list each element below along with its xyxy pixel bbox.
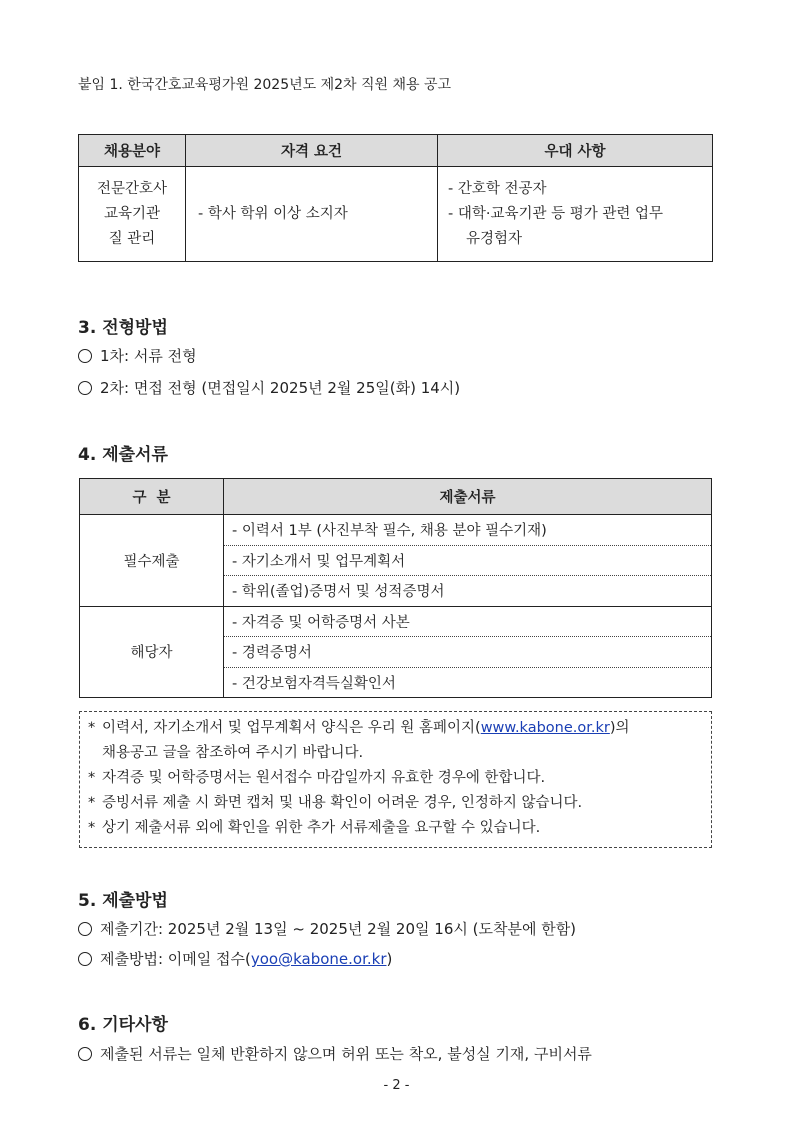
category-cell: 필수제출 — [80, 515, 224, 607]
documents-table — [79, 478, 712, 698]
header-preference: 우대 사항 — [438, 135, 713, 167]
list-item — [78, 1043, 592, 1064]
note-text: 이력서, 자기소개서 및 업무계획서 양식은 우리 원 홈페이지( — [102, 720, 481, 736]
circle-bullet-icon — [78, 1047, 92, 1061]
attachment-title: 붙임 1. 한국간호교육평가원 2025년도 제2차 직원 채용 공고 — [78, 77, 452, 93]
asterisk-marker: * — [88, 720, 96, 736]
header-field: 채용분야 — [79, 135, 186, 167]
list-item-text: 2차: 면접 전형 (면접일시 2025년 2월 25일(화) 14시) — [100, 379, 461, 397]
notes-box — [79, 711, 712, 848]
table-row — [80, 515, 712, 546]
qualification-cell: - 학사 학위 이상 소지자 — [186, 167, 438, 262]
note-text: 자격증 및 어학증명서는 원서접수 마감일까지 유효한 경우에 한합니다. — [102, 770, 546, 786]
asterisk-marker: * — [88, 820, 96, 836]
preference-line: - 대학·교육기관 등 평가 관련 업무 — [448, 205, 663, 222]
table-row — [80, 606, 712, 637]
asterisk-marker: * — [88, 795, 96, 811]
table-header-row — [80, 479, 712, 515]
list-item-text: 제출방법: 이메일 접수( — [100, 950, 251, 968]
section5-heading: 5. 제출방법 — [78, 891, 168, 911]
document-item: - 경력증명서 — [224, 637, 712, 668]
note-text: 증빙서류 제출 시 화면 캡처 및 내용 확인이 어려운 경우, 인정하지 않습니다. — [102, 795, 583, 811]
section3-heading: 3. 전형방법 — [78, 318, 168, 338]
note-text: 채용공고 글을 참조하여 주시기 바랍니다. — [102, 745, 364, 761]
note-line — [88, 741, 703, 766]
page-number: - 2 - — [383, 1078, 410, 1093]
table-row — [79, 167, 713, 262]
field-line: 교육기관 — [103, 205, 161, 222]
homepage-link[interactable]: www.kabone.or.kr — [480, 720, 610, 736]
field-line: 전문간호사 — [96, 180, 168, 197]
document-item: - 자격증 및 어학증명서 사본 — [224, 606, 712, 637]
preference-line: - 간호학 전공자 — [448, 180, 547, 197]
header-category: 구 분 — [80, 479, 224, 515]
document-item: - 건강보험자격득실확인서 — [224, 667, 712, 698]
document-item: - 자기소개서 및 업무계획서 — [224, 545, 712, 576]
list-item-text: ) — [386, 950, 393, 968]
note-line — [88, 791, 703, 816]
list-item-text: 1차: 서류 전형 — [100, 347, 197, 365]
document-item: - 학위(졸업)증명서 및 성적증명서 — [224, 576, 712, 607]
preference-cell — [438, 167, 713, 262]
field-line: 질 관리 — [108, 230, 156, 247]
list-item-text: 제출된 서류는 일체 반환하지 않으며 허위 또는 착오, 불성실 기재, 구비서류 — [100, 1045, 592, 1063]
note-line — [88, 716, 703, 741]
note-text: 상기 제출서류 외에 확인을 위한 추가 서류제출을 요구할 수 있습니다. — [102, 820, 541, 836]
list-item — [78, 918, 576, 939]
circle-bullet-icon — [78, 922, 92, 936]
list-item — [78, 377, 460, 398]
header-documents: 제출서류 — [224, 479, 712, 515]
header-qualification: 자격 요건 — [186, 135, 438, 167]
note-text: )의 — [609, 720, 630, 736]
list-item-text: 제출기간: 2025년 2월 13일 ~ 2025년 2월 20일 16시 (도착분에 한함) — [100, 920, 577, 938]
section6-heading: 6. 기타사항 — [78, 1015, 168, 1035]
field-cell — [79, 167, 186, 262]
list-item — [78, 345, 197, 366]
category-cell: 해당자 — [80, 606, 224, 698]
document-item: - 이력서 1부 (사진부착 필수, 채용 분야 필수기재) — [224, 515, 712, 546]
asterisk-marker: * — [88, 770, 96, 786]
circle-bullet-icon — [78, 952, 92, 966]
preference-line: 유경험자 — [466, 230, 523, 247]
note-line — [88, 766, 703, 791]
email-link[interactable]: yoo@kabone.or.kr — [250, 950, 387, 968]
section4-heading: 4. 제출서류 — [78, 445, 168, 465]
circle-bullet-icon — [78, 349, 92, 363]
recruitment-table — [78, 134, 713, 262]
note-line — [88, 816, 703, 841]
circle-bullet-icon — [78, 381, 92, 395]
list-item — [78, 948, 392, 969]
table-header-row — [79, 135, 713, 167]
